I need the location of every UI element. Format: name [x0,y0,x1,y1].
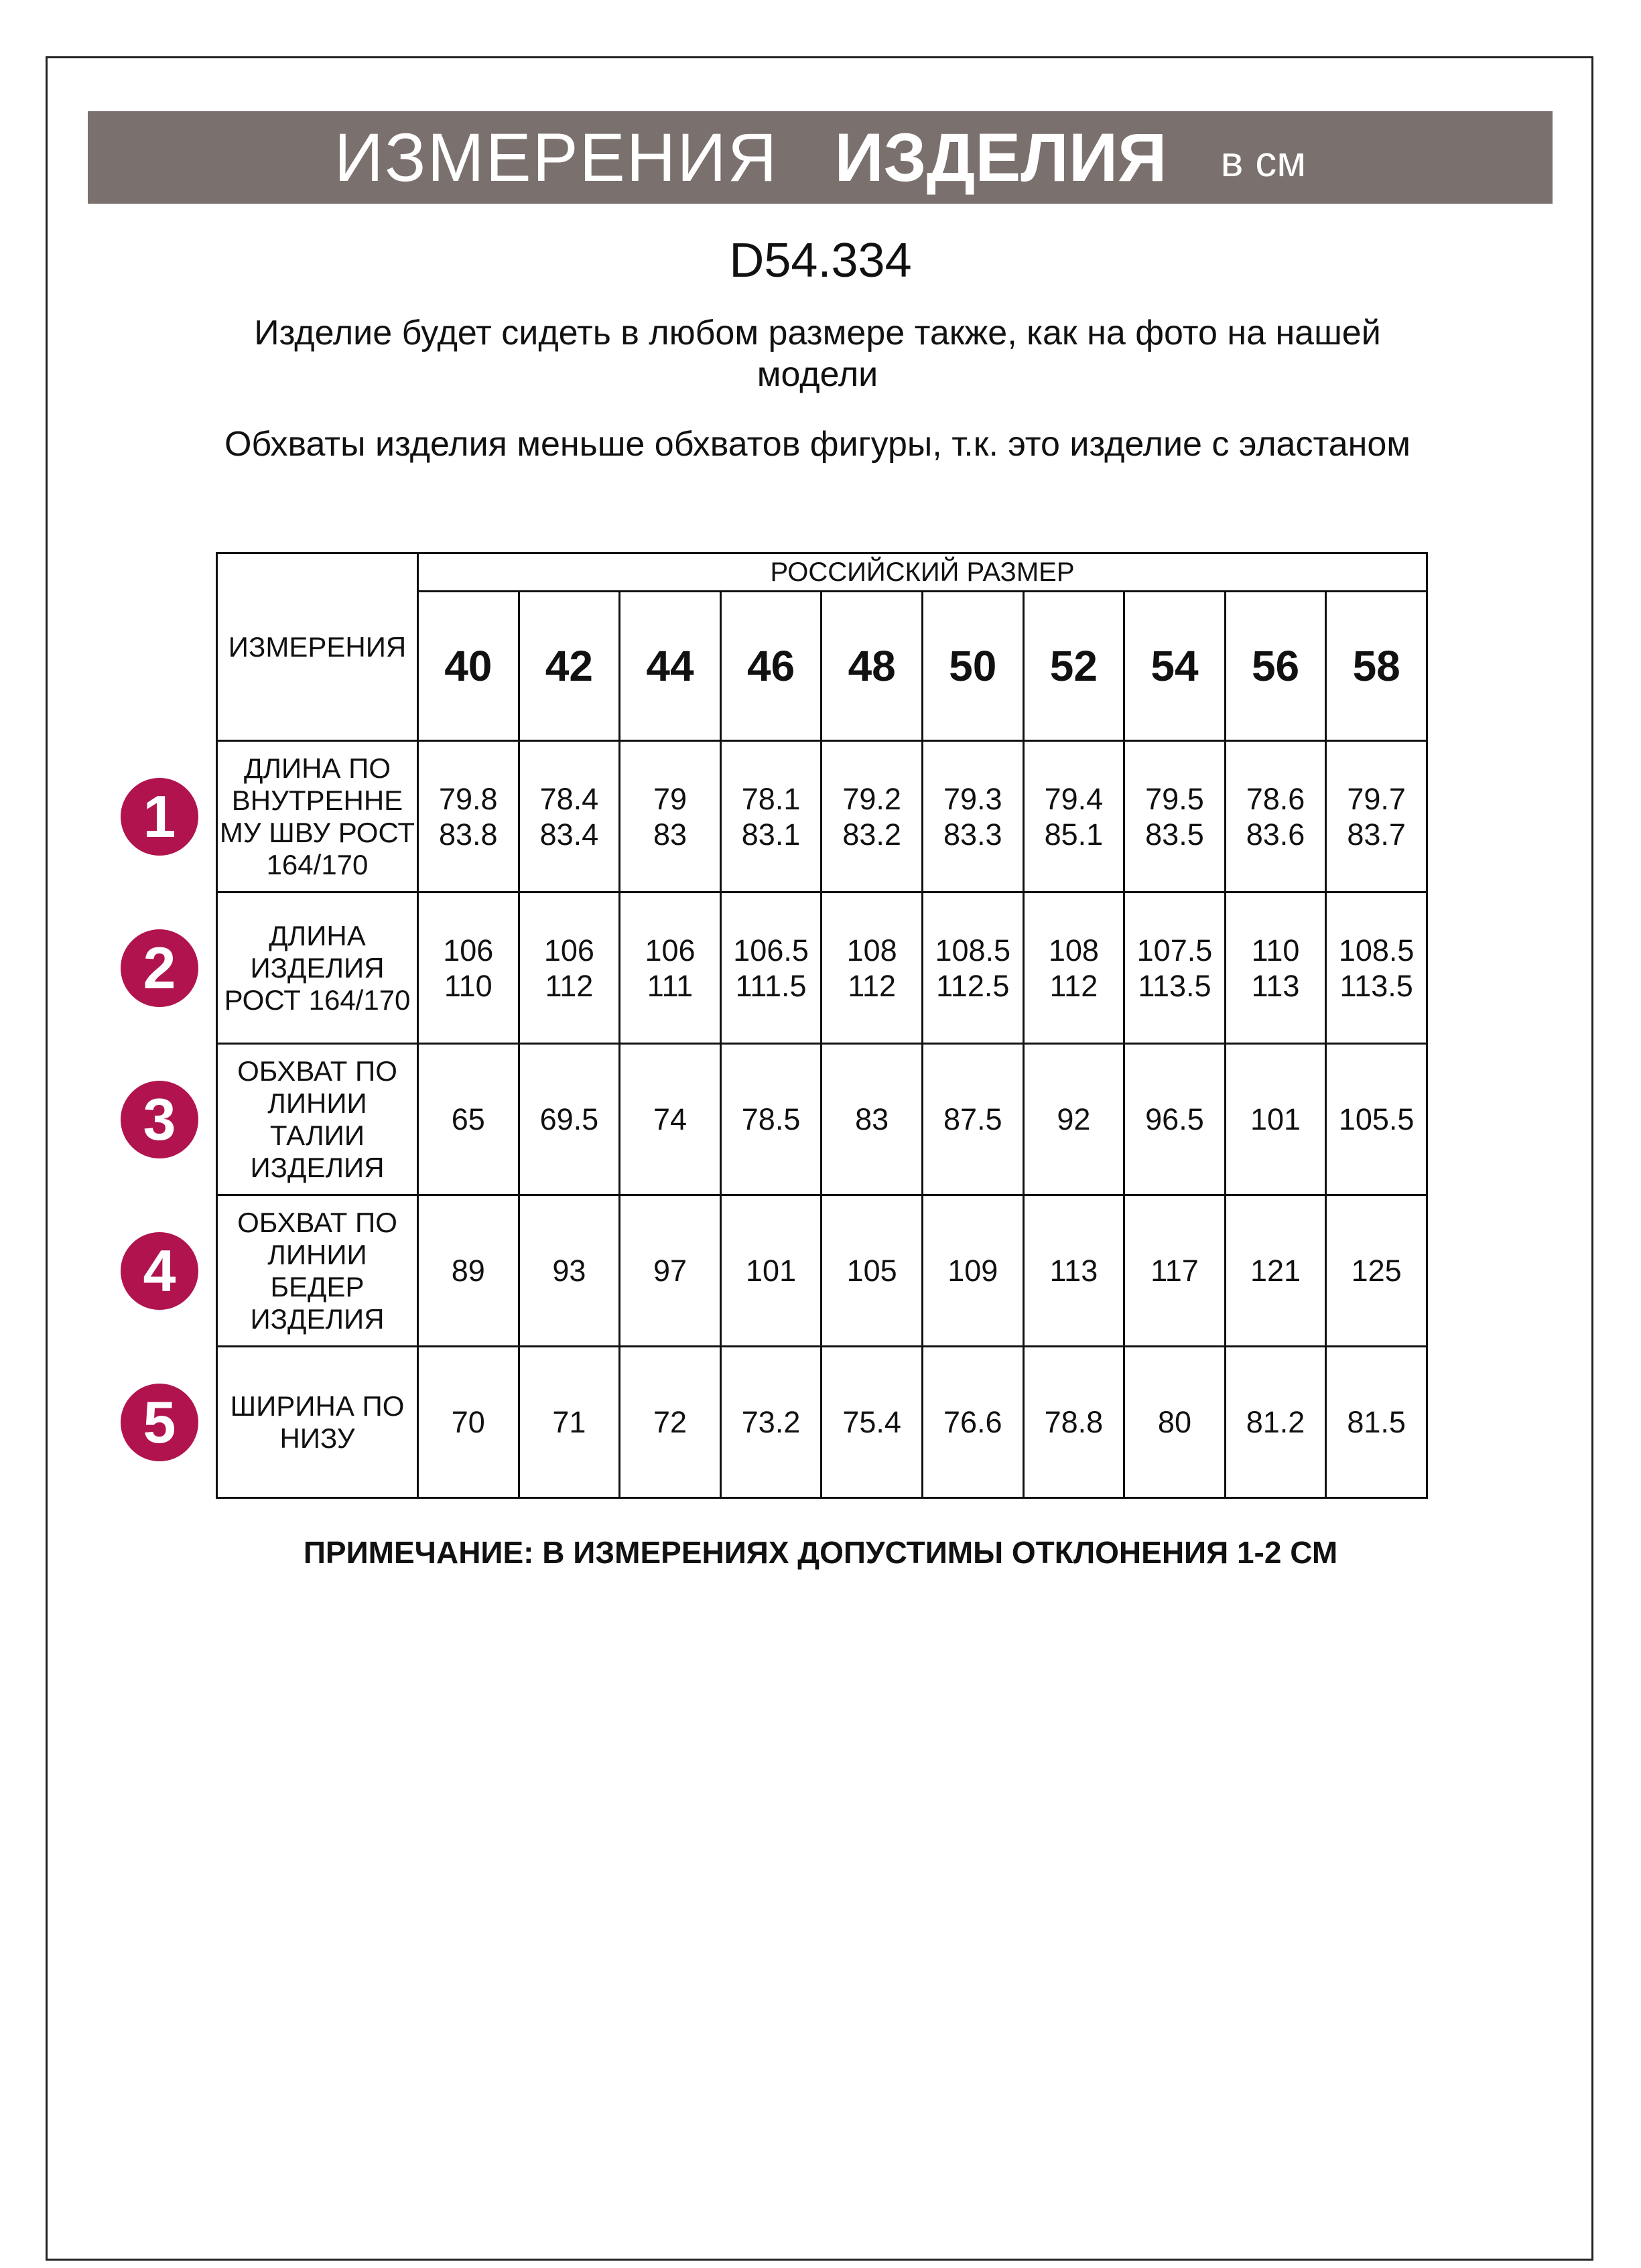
table-row [217,1044,1427,1195]
cell-value: 75.4 [842,1405,901,1439]
table-row [217,1347,1427,1498]
cell-value: 110 [1251,933,1300,968]
table-cell [922,1347,1023,1498]
size-header-cell: 48 [822,592,923,741]
cell-value: 112 [1049,968,1098,1003]
size-header-cell: 42 [519,592,620,741]
cell-value: 112 [848,968,897,1003]
cell-value: 111.5 [735,968,807,1003]
cell-value: 109 [947,1254,998,1288]
table-row [217,892,1427,1044]
cell-value: 79.4 [1044,781,1104,816]
cell-value: 92 [1057,1102,1091,1136]
table-cell [922,741,1023,892]
row-number-badge: 4 [121,1232,198,1310]
cell-value: 80 [1157,1405,1191,1439]
cell-value: 76.6 [943,1405,1002,1439]
cell-value: 72 [653,1405,687,1439]
cell-value: 69.5 [539,1102,599,1136]
table-cell [822,1347,923,1498]
cell-value: 106.5 [733,933,809,968]
title-banner [88,111,1553,204]
elastane-note: Обхваты изделия меньше обхватов фигуры, т.к. это изделие с эластаном [224,425,1411,464]
table-cell [1023,1195,1124,1347]
table-cell [620,741,721,892]
deviation-note: ПРИМЕЧАНИЕ: В ИЗМЕРЕНИЯХ ДОПУСТИМЫ ОТКЛОНЕНИЯ 1-2 СМ [303,1535,1338,1570]
table-cell [822,741,923,892]
cell-value: 106 [443,933,494,968]
cell-value: 96.5 [1145,1102,1204,1136]
size-header-cell: 50 [922,592,1023,741]
measurement-label: ОБХВАТ ПО ЛИНИИ БЕДЕР ИЗДЕЛИЯ [217,1195,418,1347]
table-cell [418,1044,519,1195]
measurement-label: ШИРИНА ПО НИЗУ [217,1347,418,1498]
table-cell [1326,1347,1427,1498]
table-cell [1225,1347,1326,1498]
fit-note: Изделие будет сидеть в любом размере также, как на фото на нашей модели [254,314,1381,394]
product-code: D54.334 [729,234,912,287]
table-cell [1225,892,1326,1044]
row-number-badge: 5 [121,1384,198,1461]
cell-value: 101 [1250,1102,1301,1136]
size-header-cell: 46 [720,592,822,741]
table-cell [1326,1044,1427,1195]
cell-value: 78.1 [741,781,801,816]
cell-value: 108.5 [935,933,1011,968]
cell-value: 113 [1251,968,1300,1003]
cell-value: 112.5 [936,968,1010,1003]
table-cell [1124,892,1226,1044]
measurement-label: ДЛИНА ИЗДЕЛИЯ РОСТ 164/170 [217,892,418,1044]
size-header-cell: 58 [1326,592,1427,741]
cell-value: 83.6 [1246,817,1305,852]
table-cell [418,741,519,892]
cell-value: 105 [846,1254,897,1288]
cell-value: 74 [653,1102,687,1136]
russian-size-header: РОССИЙСКИЙ РАЗМЕР [418,553,1427,592]
cell-value: 78.4 [539,781,599,816]
table-cell [1225,1044,1326,1195]
cell-value: 113 [1049,1254,1098,1288]
cell-value: 78.6 [1246,781,1305,816]
table-cell [720,741,822,892]
cell-value: 70 [451,1405,485,1439]
table-cell [1124,1195,1226,1347]
cell-value: 83 [855,1102,889,1136]
cell-value: 83.1 [741,817,801,852]
cell-value: 83.4 [539,817,599,852]
cell-value: 111 [647,968,694,1003]
cell-value: 97 [653,1254,687,1288]
table-cell [418,1195,519,1347]
cell-value: 87.5 [943,1102,1002,1136]
table-cell [1023,741,1124,892]
cell-value: 107.5 [1136,933,1213,968]
table-cell [620,892,721,1044]
cell-value: 81.5 [1347,1405,1406,1439]
cell-value: 101 [746,1254,797,1288]
cell-value: 81.2 [1246,1405,1305,1439]
cell-value: 78.8 [1044,1405,1104,1439]
table-cell [519,741,620,892]
table-cell [519,1347,620,1498]
size-table [216,552,1428,1499]
cell-value: 117 [1151,1254,1199,1288]
table-cell [822,1044,923,1195]
cell-value: 79.8 [439,781,498,816]
table-cell [822,1195,923,1347]
cell-value: 79.2 [842,781,901,816]
table-cell [620,1044,721,1195]
table-cell [922,1195,1023,1347]
table-cell [720,1347,822,1498]
cell-value: 108.5 [1338,933,1415,968]
table-cell [822,892,923,1044]
cell-value: 83.2 [842,817,901,852]
measurement-label: ДЛИНА ПО ВНУТРЕННЕ МУ ШВУ РОСТ 164/170 [217,741,418,892]
table-cell [1225,741,1326,892]
measurements-header: ИЗМЕРЕНИЯ [217,553,418,741]
table-cell [1023,1044,1124,1195]
table-row [217,741,1427,892]
size-header-cell: 54 [1124,592,1226,741]
cell-value: 83.8 [439,817,498,852]
table-cell [1124,1347,1226,1498]
table-cell [1326,1195,1427,1347]
cell-value: 85.1 [1044,817,1104,852]
cell-value: 125 [1351,1254,1402,1288]
cell-value: 71 [552,1405,586,1439]
cell-value: 65 [451,1102,485,1136]
cell-value: 106 [645,933,696,968]
cell-value: 83.3 [943,817,1002,852]
cell-value: 113.5 [1138,968,1211,1003]
cell-value: 79.5 [1145,781,1204,816]
table-cell [1326,741,1427,892]
cell-value: 105.5 [1338,1102,1415,1136]
row-number-badge: 1 [121,778,198,856]
table-cell [519,1044,620,1195]
table-cell [922,892,1023,1044]
cell-value: 78.5 [741,1102,801,1136]
table-cell [1124,1044,1226,1195]
cell-value: 73.2 [741,1405,801,1439]
cell-value: 79.3 [943,781,1002,816]
table-cell [1225,1195,1326,1347]
cell-value: 106 [543,933,594,968]
table-cell [1023,892,1124,1044]
title-part-units: в см [1220,137,1307,186]
table-cell [720,1195,822,1347]
title-part-product: ИЗДЕЛИЯ [834,119,1167,196]
cell-value: 83.7 [1347,817,1406,852]
cell-value: 93 [552,1254,586,1288]
size-header-cell: 40 [418,592,519,741]
cell-value: 110 [444,968,493,1003]
table-cell [620,1195,721,1347]
cell-value: 79.7 [1347,781,1406,816]
table-cell [519,892,620,1044]
cell-value: 83 [653,817,687,852]
size-header-cell: 44 [620,592,721,741]
cell-value: 108 [1048,933,1099,968]
title-part-measurements: ИЗМЕРЕНИЯ [334,119,779,196]
size-header-cell: 52 [1023,592,1124,741]
table-cell [922,1044,1023,1195]
table-cell [720,892,822,1044]
table-cell [1326,892,1427,1044]
row-number-badge: 3 [121,1081,198,1158]
cell-value: 89 [451,1254,485,1288]
table-cell [1124,741,1226,892]
table-cell [1023,1347,1124,1498]
cell-value: 121 [1250,1254,1301,1288]
cell-value: 113.5 [1339,968,1413,1003]
table-cell [418,892,519,1044]
table-cell [418,1347,519,1498]
table-cell [620,1347,721,1498]
cell-value: 79 [653,781,687,816]
table-cell [720,1044,822,1195]
measurement-label: ОБХВАТ ПО ЛИНИИ ТАЛИИ ИЗДЕЛИЯ [217,1044,418,1195]
cell-value: 83.5 [1145,817,1204,852]
row-number-badge: 2 [121,929,198,1007]
table-row [217,1195,1427,1347]
table-cell [519,1195,620,1347]
size-header-cell: 56 [1225,592,1326,741]
cell-value: 108 [846,933,897,968]
cell-value: 112 [545,968,594,1003]
